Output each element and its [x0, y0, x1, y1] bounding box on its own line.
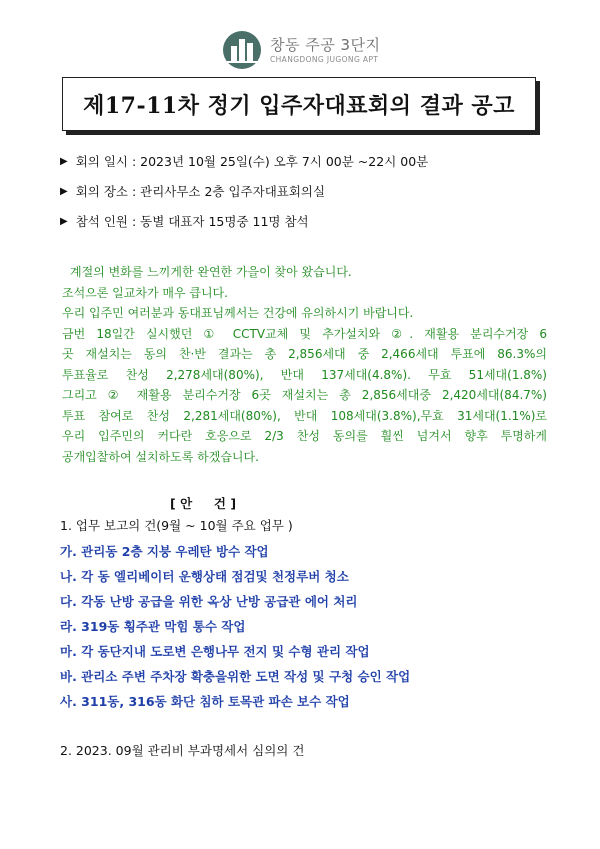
meeting-attendance: [60, 212, 309, 230]
notice-line: 공개입찰하여 설치하도록 하겠습니다.: [62, 449, 259, 464]
agenda-item: 바. 관리소 주변 주차장 확충을위한 도면 작성 및 구청 승인 작업: [60, 669, 411, 684]
agenda-item: 나. 각 동 엘리베이터 운행상태 점검및 천정루버 청소: [60, 569, 349, 584]
meeting-datetime-text: 회의 일시 : 2023년 10월 25일(수) 오후 7시 00분 ~22시 00분: [75, 154, 429, 169]
apartment-logo: [222, 30, 381, 70]
agenda-item: 가. 관리동 2층 지붕 우레탄 방수 작업: [60, 544, 269, 559]
notice-line: 우리 입주민 여러분과 동대표님께서는 건강에 유의하시기 바랍니다.: [62, 306, 414, 320]
notice-line: 조석으론 일교차가 매우 큽니다.: [62, 285, 228, 300]
agenda-heading: [ 안 건 ]: [170, 496, 237, 511]
notice-line: 곳 재설치는 동의 찬·반 결과는 총 2,856세대 중 2,466세대 투표에 86.3%의: [62, 347, 547, 361]
notice-line: 계절의 변화를 느끼게한 완연한 가을이 찾아 왔습니다.: [70, 265, 352, 279]
meeting-location-text: 회의 장소 : 관리사무소 2층 입주자대표회의실: [75, 184, 326, 199]
notice-line: 투표율로 찬성 2,278세대(80%), 반대 137세대(4.8%). 무효 51세대(1.8%): [62, 367, 547, 382]
meeting-location: [60, 182, 325, 200]
bullet-triangle-icon: ▶: [60, 215, 68, 227]
agenda-item: 마. 각 동단지내 도로변 은행나무 전지 및 수형 관리 작업: [60, 644, 370, 659]
agenda-item: 라. 319동 횡주관 막힘 통수 작업: [60, 619, 246, 634]
notice-line: 우리 입주민의 커다란 호응으로 2/3 찬성 동의를 훨씬 넘겨서 향후 투명하게: [62, 429, 547, 443]
meeting-attendance-text: 참석 인원 : 동별 대표자 15명중 11명 참석: [75, 214, 309, 229]
notice-line: 금번 18일간 실시했던 ① CCTV교체 및 추가설치와 ②. 재활용 분리수거장 6: [62, 326, 547, 341]
logo-name-korean: 창동 주공 3단지: [270, 36, 381, 54]
meeting-datetime: [60, 152, 428, 170]
section-fee-review: 2. 2023. 09월 관리비 부과명세서 심의의 건: [60, 743, 305, 758]
logo-name-english: CHANGDONG JUGONG APT: [270, 55, 379, 64]
agenda-item: 다. 각동 난방 공급을 위한 옥상 난방 공급관 에어 처리: [60, 594, 358, 609]
bullet-triangle-icon: ▶: [60, 185, 68, 197]
section-work-report: 1. 업무 보고의 건(9월 ~ 10월 주요 업무 ): [60, 518, 293, 533]
bullet-triangle-icon: ▶: [60, 155, 68, 167]
document-title: 제17-11차 정기 입주자대표회의 결과 공고: [62, 77, 536, 131]
notice-line: 투표 참여로 찬성 2,281세대(80%), 반대 108세대(3.8%),무효 31세대(1.1%)로: [62, 408, 547, 423]
building-logo-icon: [222, 30, 262, 70]
agenda-item: 사. 311동, 316동 화단 침하 토목관 파손 보수 작업: [60, 694, 350, 709]
notice-paragraph: [62, 262, 547, 467]
notice-line: 그리고 ② 재활용 분리수거장 6곳 재설치는 총 2,856세대중 2,420세대(84.7%): [62, 388, 547, 402]
